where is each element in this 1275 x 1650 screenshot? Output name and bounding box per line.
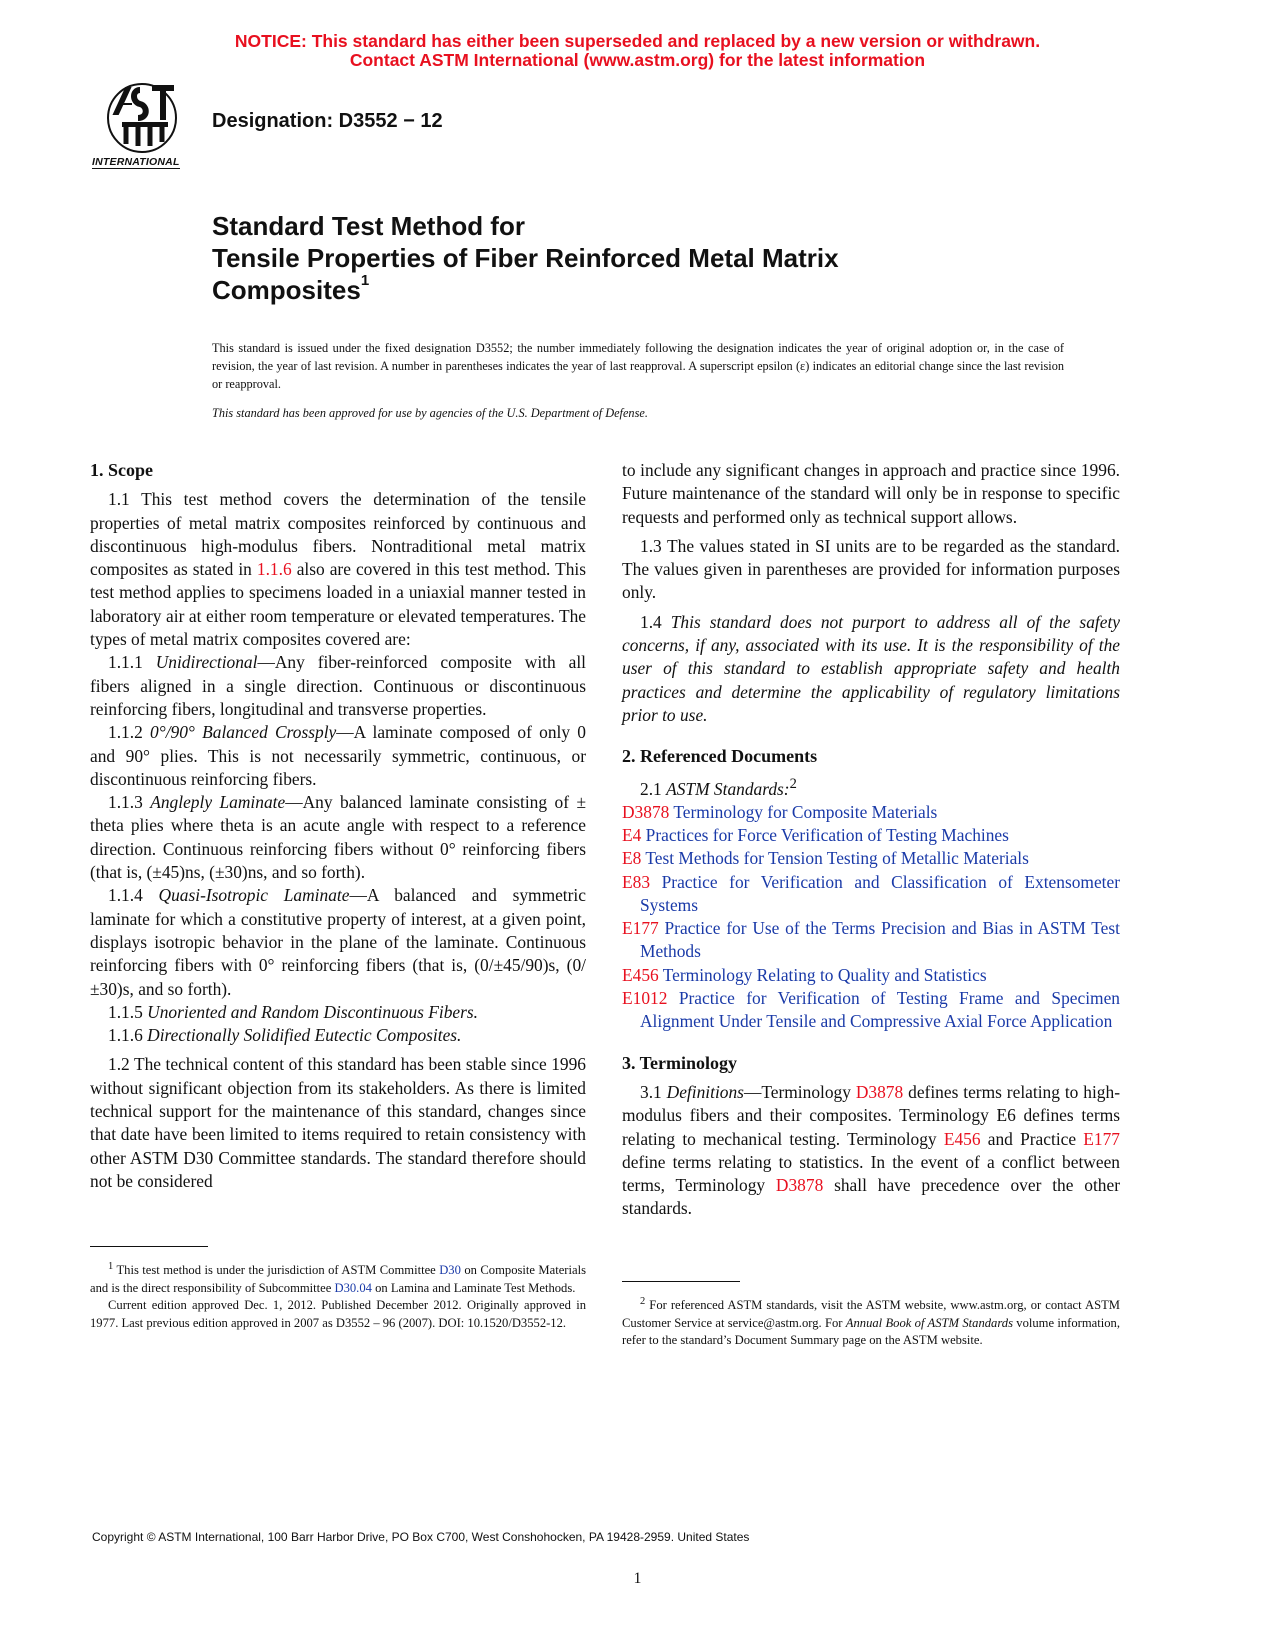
section-refdocs-heading: 2. Referenced Documents [622, 746, 818, 767]
ref-item-e8[interactable]: E8 Test Methods for Tension Testing of Metallic Materials [622, 848, 1029, 869]
page-number: 1 [633, 1570, 642, 1587]
withdrawn-notice [0, 32, 1275, 70]
para-1-1-6: 1.1.6 Directionally Solidified Eutectic Composites. [108, 1025, 462, 1046]
link-1-1-6[interactable]: 1.1.6 [256, 559, 292, 580]
ref-item-e177[interactable]: E177 Practice for Use of the Terms Precision and Bias in ASTM Test Methods [622, 918, 1120, 962]
para-1-2: 1.2 The technical content of this standard has been stable since 1996 without significant objection from its stakeholders. As there is limited technical support for the maintenance of this standard, changes since that date have been limited to items required to retain consistency with other ASTM D30 Committee standards. The standard therefore should not be considered [90, 1054, 586, 1191]
logo-text: INTERNATIONAL [92, 156, 180, 168]
ref-item-e4[interactable]: E4 Practices for Force Verification of Testing Machines [622, 824, 1009, 845]
section-scope-heading: 1. Scope [90, 460, 153, 480]
footnote-1 [90, 1258, 586, 1333]
title-line-3: Composites$^1$ [212, 272, 370, 305]
notice-line-2: Contact ASTM International (www.astm.org) for the latest information [349, 50, 926, 70]
footnote-1-para: $^1$ This test method is under the jurisdiction of ASTM Committee D30 on Composite Materials and is the direct responsibility of Subcommittee D30.04 on Lamina and Laminate Test Methods. [90, 1261, 586, 1295]
title-line-1: Standard Test Method for [212, 211, 525, 241]
link-d3878-a[interactable]: D3878 [855, 1081, 904, 1102]
issue-note: This standard is issued under the fixed designation D3552; the number immediately following the designation indicates the year of original adoption or, in the case of revision, the year of last revision. A number in parentheses indicates the year of last reapproval. A superscript epsilon (ε) indicates an editorial change since the last revision or reapproval. [212, 341, 1064, 391]
notice-line-1: NOTICE: This standard has either been superseded and replaced by a new version or withdrawn. [234, 31, 1041, 51]
ref-item-e83[interactable]: E83 Practice for Verification and Classification of Extensometer Systems [622, 871, 1120, 915]
para-1-1-1: 1.1.1 Unidirectional—Any fiber-reinforced composite with all fibers aligned in a single direction. Continuous or discontinuous reinforcing fibers, longitudinal and transverse properties. [90, 652, 586, 719]
footnote-rule-left [90, 1246, 208, 1247]
designation: Designation: D3552 − 12 [212, 110, 443, 132]
ref-item-e1012[interactable]: E1012 Practice for Verification of Testing Frame and Specimen Alignment Under Tensile and Compressive Axial Force Application [622, 988, 1120, 1032]
para-1-2-continued: to include any significant changes in approach and practice since 1996. Future maintenance of the standard will only be in response to specific requests and performed only as technical support allows. [622, 460, 1120, 527]
title-line-2: Tensile Properties of Fiber Reinforced Metal Matrix [212, 243, 839, 273]
astm-logo [92, 80, 196, 176]
para-1-1-2: 1.1.2 0°/90° Balanced Crossply—A laminate composed of only 0 and 90° plies. This is not necessarily symmetric, continuous, or discontinuous reinforcing fibers. [90, 722, 586, 789]
footnote-2-para: $^2$ For referenced ASTM standards, visit the ASTM website, www.astm.org, or contact ASTM Customer Service at service@astm.org. For Annual Book of ASTM Standards volume information, refer to the standard’s Document Summary page on the ASTM website. [622, 1296, 1120, 1348]
left-column [90, 459, 586, 1193]
link-d3878-b[interactable]: D3878 [775, 1175, 824, 1196]
footnote-1-edition: Current edition approved Dec. 1, 2012. Published December 2012. Originally approved in 1977. Last previous edition approved in 2007 as D3552 – 96 (2007). DOI: 10.1520/D3552-12. [90, 1298, 586, 1330]
section-terminology-heading: 3. Terminology [622, 1052, 738, 1073]
para-1-1-5: 1.1.5 Unoriented and Random Discontinuous Fibers. [108, 1001, 479, 1022]
page-title [212, 210, 839, 306]
right-column [622, 459, 1120, 1221]
para-1-1-3: 1.1.3 Angleply Laminate—Any balanced laminate consisting of ± theta plies where theta is an acute angle with respect to a reference direction. Continuous reinforcing fibers without 0° reinforcing fibers (that is, (±45)ns, (±30)ns, and so forth). [90, 792, 587, 883]
para-2-1: 2.1 ASTM Standards:$^2$ [640, 775, 797, 799]
para-1-4: 1.4 This standard does not purport to address all of the safety concerns, if any, associated with its use. It is the responsibility of the user of this standard to establish appropriate safety and health practices and determine the applicability of regulatory limitations prior to use. [622, 611, 1121, 725]
title-footnote-marker[interactable]: 1 [360, 272, 370, 289]
link-e456[interactable]: E456 [943, 1128, 981, 1149]
link-d30[interactable]: D30 [439, 1263, 461, 1278]
para-1-1-4: 1.1.4 Quasi-Isotropic Laminate—A balanced and symmetric laminate for which a constitutive property of interest, at a given point, displays isotropic behavior in the plane of the laminate. Continuous reinforcing fibers with 0° reinforcing fibers (that is, (0/±45/90)s, (0/±30)s, and so forth). [90, 885, 586, 999]
footnote-rule-right [622, 1281, 740, 1282]
para-1-3: 1.3 The values stated in SI units are to be regarded as the standard. The values given in parentheses are provided for information purposes only. [622, 535, 1120, 603]
ref-item-e456[interactable]: E456 Terminology Relating to Quality and Statistics [622, 964, 987, 985]
para-1-1: 1.1 This test method covers the determination of the tensile properties of metal matrix composites reinforced by continuous and discontinuous high-modulus fibers. Nontraditional metal matrix composites as stated in 1.1.6 also are covered in this test method. This test method applies to specimens loaded in a uniaxial manner tested in laboratory air at either room temperature or elevated temperatures. The types of metal matrix composites covered are: [90, 489, 586, 650]
link-d30-04[interactable]: D30.04 [334, 1280, 372, 1295]
link-e177[interactable]: E177 [1083, 1128, 1121, 1149]
ref-item-d3878[interactable]: D3878 Terminology for Composite Materials [622, 801, 938, 822]
copyright-line: Copyright © ASTM International, 100 Barr Harbor Drive, PO Box C700, West Conshohocken, PA 19428-2959. United States [92, 1530, 750, 1544]
approved-note: This standard has been approved for use by agencies of the U.S. Department of Defense. [212, 406, 648, 420]
footnote-2 [622, 1293, 1120, 1350]
para-3-1: 3.1 Definitions—Terminology D3878 defines terms relating to high-modulus fibers and their composites. Terminology E6 defines terms relating to mechanical testing. Terminology E456 and Practice E177 define terms relating to statistics. In the event of a conflict between terms, Terminology D3878 shall have precedence over the other standards. [622, 1081, 1121, 1219]
